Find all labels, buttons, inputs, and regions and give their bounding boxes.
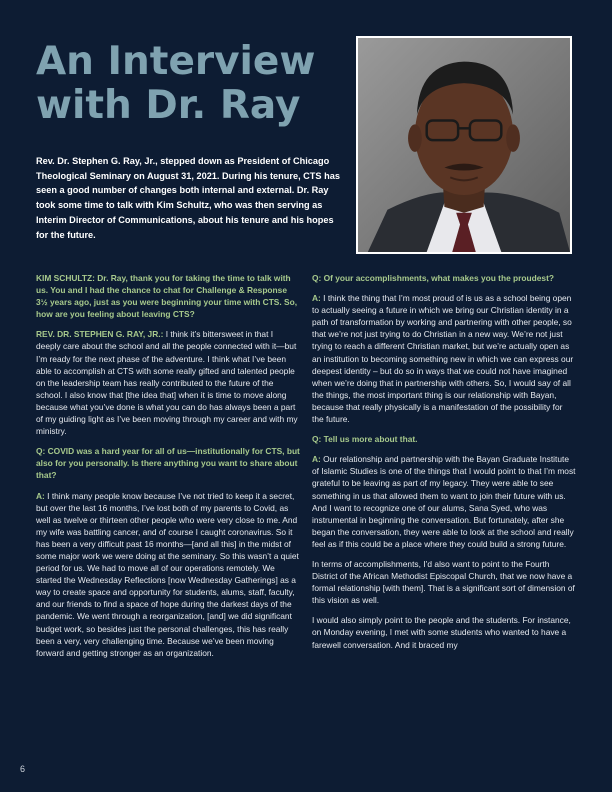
portrait-photo [356, 36, 572, 254]
question-covid: Q: COVID was a hard year for all of us—institutionally for CTS, but also for you personally. Is there anything you want to share about that? [36, 446, 300, 481]
answer-proudest [312, 292, 576, 425]
page-number: 6 [20, 764, 26, 774]
answer-text: Our relationship and partnership with the Bayan Graduate Institute of Islamic Studies is one of the things that I would point to that I’m most grateful to be leaving as part of my legacy. They were able to see something in us that allowed them to want to join their future with us. And I want to recognize one of our alums, Sana Syed, who was instrumental in beginning the conversation. But fortunately, after she began the conversation, they were able to look at the school and really feel as if this could be a place where they could build a strong future. [312, 454, 576, 549]
question-leaving-cts: KIM SCHULTZ: Dr. Ray, thank you for taking the time to talk with us. You and I had the chance to chat for Challenge & Response 3½ years ago, just as you were beginning your time with CTS. So, how are you feeling about leaving CTS? [36, 273, 298, 320]
intro-paragraph: Rev. Dr. Stephen G. Ray, Jr., stepped down as President of Chicago Theological Seminary on August 31, 2021. During his tenure, CTS has seen a good number of changes both internal and external. Dr. Ray took some time to talk with Kim Schultz, who was then serving as Interim Director of Communications, about his tenure and his hopes for the future. [36, 156, 340, 240]
left-column [36, 272, 300, 667]
answer-leaving-cts [36, 328, 300, 437]
paragraph-ame-church: In terms of accomplishments, I’d also want to point to the Fourth District of the African Methodist Episcopal Church, that we now have a formal relationship [with them]. That is a significant sort of dimension of this vision as well. [312, 558, 575, 606]
answer-covid [36, 490, 300, 659]
answer-lead: A: [312, 293, 321, 304]
page-title: An Interview with Dr. Ray [36, 39, 316, 128]
answer-text: I think it’s bittersweet in that I deeply care about the school and all the people connected with it—but I’m ready for the next phase of the adventure. I think what I’ve been able to accomplish at CTS with some really gifted and talented people on the leadership team has really contributed to the future of the school. I also know that [the idea that] when it is time to move along because what you’ve done is what you can do has always been a part of my guiding light as I’ve been moving through my career and with my ministry. [36, 329, 298, 437]
paragraph-students: I would also simply point to the people and the students. For instance, on Monday evening, I met with some students who wanted to have a farewell conversation. And it braced my [312, 615, 571, 650]
answer-text: I think the thing that I’m most proud of is us as a school being open to actually seeing a future in which we bring our Christian identity in a path of transformation by working and partnering with other people, so that we’re not just trying to do Christian in a new way. We’re not just trying to reach a different Christian market, but we’re actually open as an institution to becoming something new in which we can express our deepest identity – but do so in ways that we could not have imagined when we’re doing that in partnership with others. So, I would say of all the things, the most important thing is our relationship with Bayan, because that really physically is a manifestation of the possibility for the future. [312, 293, 574, 425]
speaker-label: REV. DR. STEPHEN G. RAY, JR.: [36, 329, 164, 340]
answer-text: I think many people know because I’ve not tried to keep it a secret, but over the last 16 months, I’ve lost both of my parents to Covid, as well as twelve or thirteen other people who were very close to me. And my wife was battling cancer, and of course I caught coronavirus. So it has been a very difficult past 16 months—[and all this] in the midst of some major work we were doing at the seminary. So this wasn’t a quiet period for us. We had to move all of our operations remotely. We started the Wednesday Reflections [now Wednesday Gatherings] as a way to create space and opportunity for students, alums, staff, faculty, and our friends to find a space of hope during the darkest days of the pandemic. We went through a reorganization, [and] we did significant budget work, so besides just the personal challenges, this has really been a very, very challenging time. Because we’ve been moving forward and getting stronger as an organization. [36, 490, 299, 658]
answer-lead: A: [36, 490, 45, 501]
answer-lead: A: [312, 454, 321, 465]
question-tell-more: Q: Tell us more about that. [312, 434, 418, 445]
question-proudest: Q: Of your accomplishments, what makes you the proudest? [312, 273, 554, 283]
answer-bayan [312, 453, 576, 550]
right-column [312, 272, 576, 659]
